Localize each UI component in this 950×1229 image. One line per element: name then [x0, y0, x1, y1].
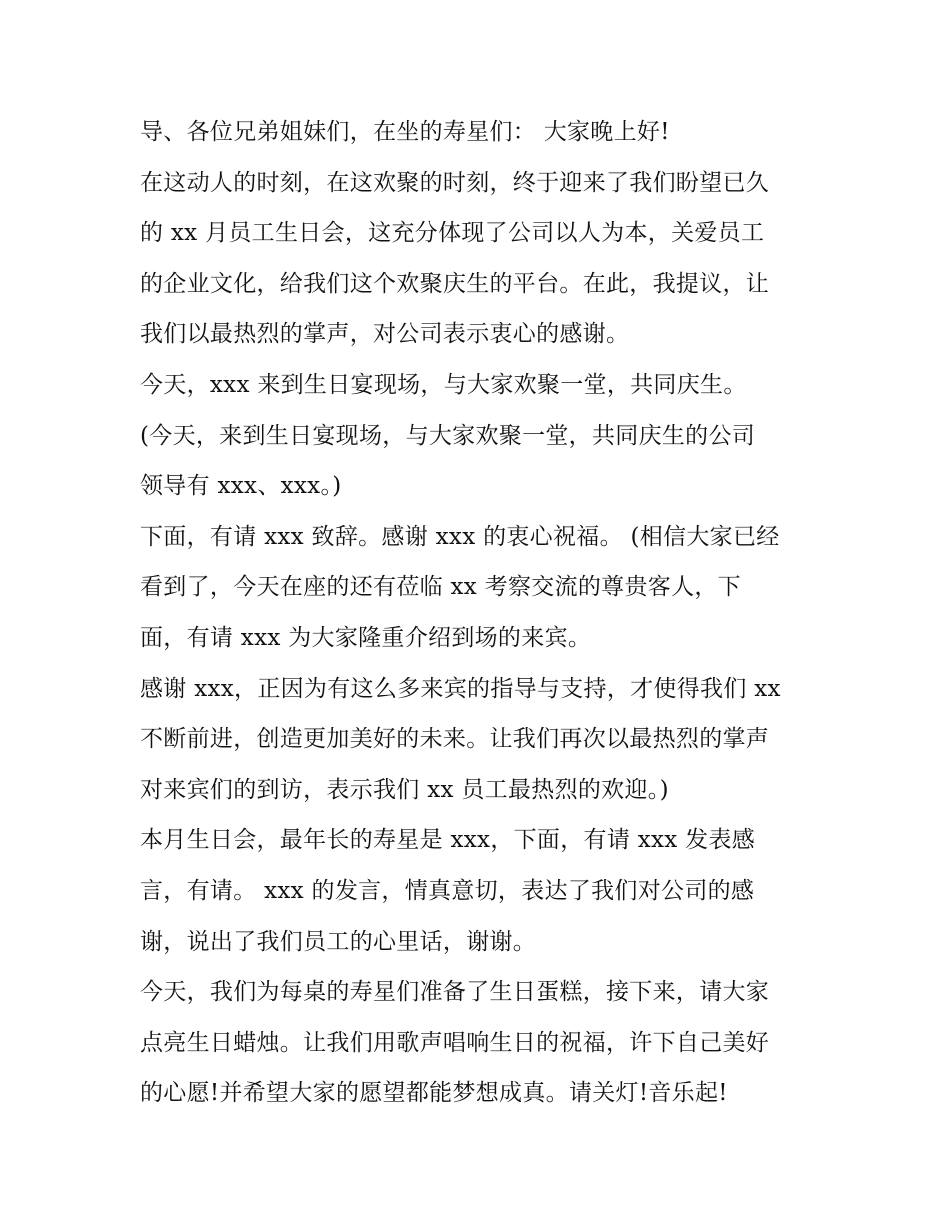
- document-body: [140, 107, 830, 1119]
- text-line: 点亮生日蜡烛。让我们用歌声唱响生日的祝福，许下自己美好: [140, 1029, 770, 1056]
- text-line: 言，有请。 xxx 的发言，情真意切，表达了我们对公司的感: [140, 877, 755, 904]
- text-line: 的 xx 月员工生日会，这充分体现了公司以人为本，关爱员工: [140, 220, 765, 247]
- text-line: (今天，来到生日宴现场，与大家欢聚一堂，共同庆生的公司: [140, 422, 756, 449]
- text-line: 感谢 xxx，正因为有这么多来宾的指导与支持，才使得我们 xx: [140, 675, 781, 702]
- text-line: 谢，说出了我们员工的心里话，谢谢。: [140, 928, 537, 955]
- text-line: 看到了，今天在座的还有莅临 xx 考察交流的尊贵客人，下: [140, 574, 741, 601]
- text-line: 我们以最热烈的掌声，对公司表示衷心的感谢。: [140, 321, 630, 348]
- text-line: 领导有 xxx、xxx。): [140, 473, 342, 500]
- text-line: 对来宾们的到访，表示我们 xx 员工最热烈的欢迎。): [140, 776, 669, 803]
- text-line: 的心愿!并希望大家的愿望都能梦想成真。请关灯!音乐起!: [140, 1080, 728, 1107]
- text-line: 本月生日会，最年长的寿星是 xxx，下面，有请 xxx 发表感: [140, 827, 756, 854]
- text-line: 在这动人的时刻，在这欢聚的时刻，终于迎来了我们盼望已久: [140, 169, 770, 196]
- text-line: 下面，有请 xxx 致辞。感谢 xxx 的衷心祝福。 (相信大家已经: [140, 523, 780, 550]
- text-line: 今天，我们为每桌的寿星们准备了生日蛋糕，接下来，请大家: [140, 979, 770, 1006]
- text-line: 的企业文化，给我们这个欢聚庆生的平台。在此，我提议，让: [140, 270, 770, 297]
- text-line: 面，有请 xxx 为大家隆重介绍到场的来宾。: [140, 624, 592, 651]
- text-line: 不断前进，创造更加美好的未来。让我们再次以最热烈的掌声: [140, 726, 770, 753]
- text-line: 今天，xxx 来到生日宴现场，与大家欢聚一堂，共同庆生。: [140, 371, 747, 398]
- text-line: 导、各位兄弟姐妹们，在坐的寿星们： 大家晚上好!: [140, 119, 670, 145]
